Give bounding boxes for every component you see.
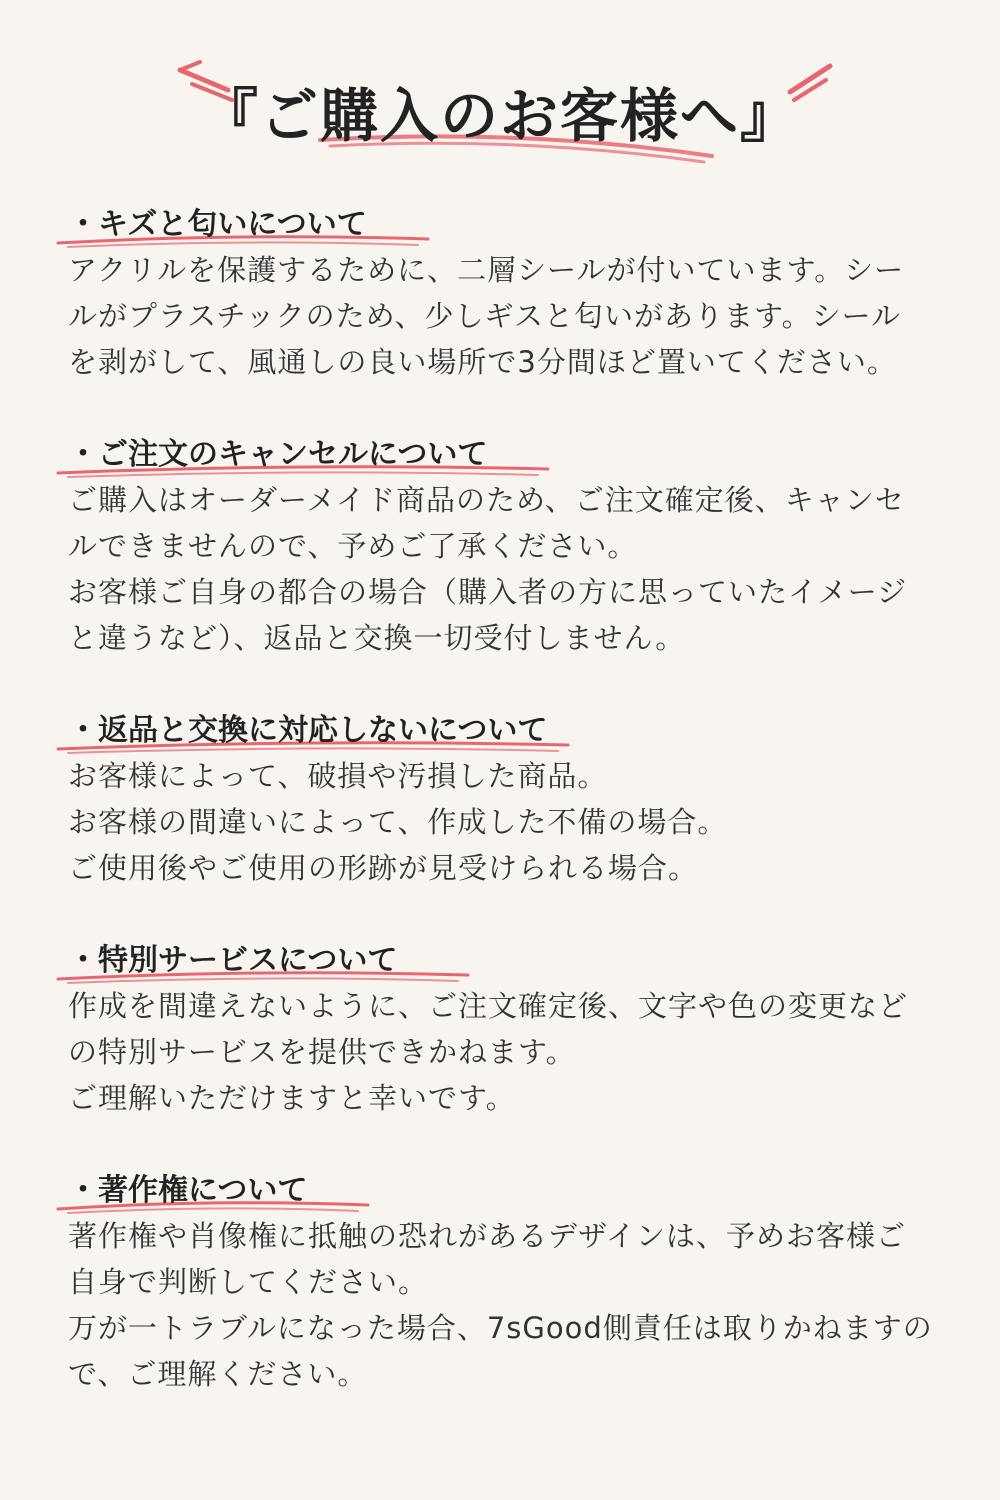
bullet-mark: ・ xyxy=(68,713,98,748)
body-line: を剥がして、風通しの良い場所で3分間ほど置いてください。 xyxy=(68,345,897,379)
body-line: ルがプラスチックのため、少しギスと匂いがあります。シール xyxy=(68,299,902,333)
heading-text: 特別サービスについて xyxy=(98,943,398,978)
heading-text: キズと匂いについて xyxy=(98,207,367,242)
body-line: ご使用後やご使用の形跡が見受けられる場合。 xyxy=(68,851,699,885)
section-heading xyxy=(68,1169,307,1213)
section-copyright xyxy=(68,1169,968,1397)
section-body xyxy=(68,247,968,385)
section-special-service xyxy=(68,939,968,1121)
section-heading xyxy=(68,939,397,983)
body-line: アクリルを保護するために、二層シールが付いています。シー xyxy=(68,253,905,287)
page-title: 『ご購入のお客様へ』 xyxy=(199,82,800,150)
title-area xyxy=(0,60,1000,180)
heading-text: ご注文のキャンセルについて xyxy=(98,437,488,472)
body-line: 作成を間違えないように、ご注文確定後、文字や色の変更など xyxy=(68,989,909,1023)
body-line: お客様の間違いによって、作成した不備の場合。 xyxy=(68,805,728,839)
body-line: お客様ご自身の都合の場合（購入者の方に思っていたイメージ xyxy=(68,575,908,609)
heading-text: 著作権について xyxy=(98,1173,308,1208)
section-body xyxy=(68,477,968,661)
section-body xyxy=(68,753,968,891)
body-line: お客様によって、破損や汚損した商品。 xyxy=(68,759,608,793)
section-body xyxy=(68,983,968,1121)
body-line: の特別サービスを提供できかねます。 xyxy=(68,1035,576,1069)
heading-text: 返品と交換に対応しないについて xyxy=(98,713,548,748)
section-heading xyxy=(68,433,487,477)
body-line: と違うなど）、返品と交換一切受付しません。 xyxy=(68,621,686,655)
section-returns xyxy=(68,709,968,891)
body-line: 自身で判断してください。 xyxy=(68,1265,429,1299)
section-cancellation xyxy=(68,433,968,661)
body-line: で、ご理解ください。 xyxy=(68,1357,368,1391)
body-line: ご理解いただけますと幸いです。 xyxy=(68,1081,516,1115)
section-scratches-odor xyxy=(68,203,968,385)
section-heading xyxy=(68,203,367,247)
body-line: ルできませんので、予めご了承ください。 xyxy=(68,529,638,563)
bullet-mark: ・ xyxy=(68,437,98,472)
bullet-mark: ・ xyxy=(68,207,98,242)
body-line: 万が一トラブルになった場合、7sGood側責任は取りかねますの xyxy=(68,1311,933,1345)
body-line: 著作権や肖像権に抵触の恐れがあるデザインは、予めお客様ご xyxy=(68,1219,906,1253)
bullet-mark: ・ xyxy=(68,1173,98,1208)
bullet-mark: ・ xyxy=(68,943,98,978)
section-body xyxy=(68,1213,968,1397)
section-heading xyxy=(68,709,547,753)
body-line: ご購入はオーダーメイド商品のため、ご注文確定後、キャンセ xyxy=(68,483,905,517)
